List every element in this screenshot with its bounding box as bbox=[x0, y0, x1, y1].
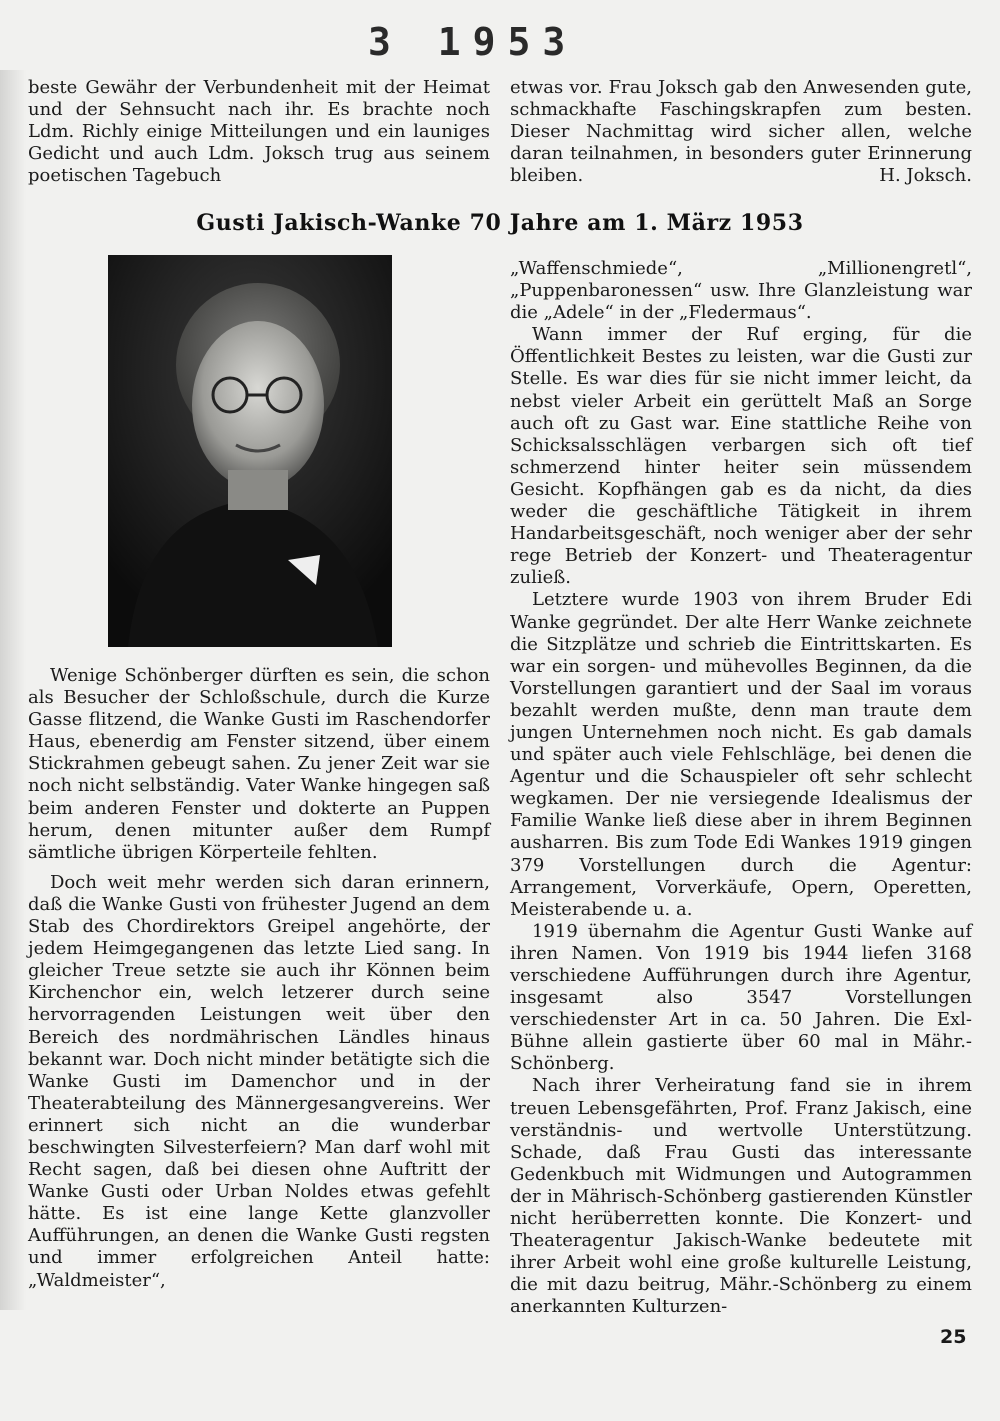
binding-shadow bbox=[0, 70, 26, 1310]
article-paragraph: Wann immer der Ruf erging, für die Öffentlichkeit Bestes zu leisten, war die Gusti zur Stelle. Es war dies für sie nicht immer leicht, da nebst vieler Arbeit ein gerüttelt Maß an Sorge auch oft zu Gast war. Eine stattliche Reihe von Schicksalsschlägen verbargen sich oft tief schmerzend hinter heiter sein müssendem Gesicht. Kopfhängen gab es da nicht, da dies weder die geschäftliche Tätigkeit in ihrem Handarbeitsgeschäft, noch weniger aber der sehr rege Betrieb der Konzert- und Theateragentur zuließ. bbox=[510, 324, 972, 589]
previous-article-end-right bbox=[510, 77, 972, 187]
portrait-photo bbox=[108, 255, 392, 647]
article-left-column bbox=[28, 665, 490, 1292]
paragraph: beste Gewähr der Verbundenheit mit der Heimat und der Sehnsucht nach ihr. Es brachte noch Ldm. Richly einige Mitteilungen und ein launiges Gedicht und auch Ldm. Joksch trug aus seinem poetischen Tagebuch bbox=[28, 77, 490, 187]
article-paragraph: Wenige Schönberger dürften es sein, die schon als Besucher der Schloßschule, durch die Kurze Gasse flitzend, die Wanke Gusti im Raschendorfer Haus, ebenerdig am Fenster sitzend, über einem Stickrahmen gebeugt sahen. Zu jener Zeit war sie noch nicht selbständig. Vater Wanke hingegen saß beim anderen Fenster und dokterte an Puppen herum, denen mitunter außer dem Rumpf sämtliche übrigen Körperteile fehlten. bbox=[28, 665, 490, 863]
previous-article-end-left bbox=[28, 77, 490, 187]
author-signature: H. Joksch. bbox=[879, 165, 972, 187]
page-number: 25 bbox=[940, 1326, 967, 1348]
article-paragraph: 1919 übernahm die Agentur Gusti Wanke auf ihren Namen. Von 1919 bis 1944 liefen 3168 verschiedene Aufführungen durch ihre Agentur, insgesamt also 3547 Vorstellungen verschiedenster Art in ca. 50 Jahren. Die Exl-Bühne allein gastierte über 60 mal in Mähr.-Schönberg. bbox=[510, 920, 972, 1075]
article-paragraph: Letztere wurde 1903 von ihrem Bruder Edi Wanke gegründet. Der alte Herr Wanke zeichnete die Sitzplätze und schrieb die Eintrittskarten. Es war ein sorgen- und mühevolles Beginnen, da die Vorstellungen garantiert und der Saal im voraus bezahlt werden mußte, denn man traute dem jungen Unternehmen noch nicht. Es gab damals und später auch viele Fehlschläge, bei denen die Agentur und die Schauspieler oft sehr schlecht wegkamen. Der nie versiegende Idealismus der Familie Wanke ließ diese aber in ihrem Beginnen ausharren. Bis zum Tode Edi Wankes 1919 gingen 379 Vorstellungen durch die Agentur: Arrangement, Vorverkäufe, Opern, Operetten, Meisterabende u. a. bbox=[510, 589, 972, 920]
article-paragraph: Doch weit mehr werden sich daran erinnern, daß die Wanke Gusti von frühester Jugend an dem Stab des Chordirektors Greipel angehörte, der jedem Heimgegangenen das letzte Lied sang. In gleicher Treue setzte sie auch ihr Können beim Kirchenchor ein, welch letzerer durch seine hervorragenden Leistungen weit über den Bereich des nordmährischen Ländles hinaus bekannt war. Doch nicht minder betätigte sich die Wanke Gusti im Damenchor und in der Theaterabteilung des Männergesangvereins. Wer erinnert sich nicht an die wunderbar beschwingten Silvesterfeiern? Man darf wohl mit Recht sagen, daß bei diesen ohne Auftritt der Wanke Gusti oder Urban Noldes etwas gefehlt hätte. Es ist eine lange Kette glanzvoller Aufführungen, an denen die Wanke Gusti regsten und immer erfolgreichen Anteil hatte: „Waldmeister“, bbox=[28, 871, 490, 1291]
article-title: Gusti Jakisch-Wanke 70 Jahre am 1. März 1953 bbox=[196, 210, 804, 236]
paragraph-text: etwas vor. Frau Joksch gab den Anwesenden gute, schmackhafte Faschingskrapfen zum besten. Dieser Nachmittag wird sicher allen, welche daran teilnahmen, in besonders guter Erinnerung bleiben. bbox=[510, 77, 972, 187]
paragraph bbox=[510, 77, 972, 187]
article-paragraph: „Waffenschmiede“, „Millionengretl“, „Puppenbaronessen“ usw. Ihre Glanzleistung war die „Adele“ in der „Fledermaus“. bbox=[510, 258, 972, 324]
article-right-column bbox=[510, 258, 972, 1319]
portrait-image bbox=[108, 255, 392, 647]
issue-stamp: 3 1953 bbox=[368, 20, 578, 64]
article-paragraph: Nach ihrer Verheiratung fand sie in ihrem treuen Lebensgefährten, Prof. Franz Jakisch, eine verständnis- und wertvolle Unterstützung. Schade, daß Frau Gusti das interessante Gedenkbuch mit Widmungen und Autogrammen der in Mährisch-Schönberg gastierenden Künstler nicht herüberretten konnte. Die Konzert- und Theateragentur Jakisch-Wanke bedeutete mit ihrer Arbeit wohl eine große kulturelle Leistung, die mit dazu beitrug, Mähr.-Schönberg zu einem anerkannten Kulturzen- bbox=[510, 1075, 972, 1318]
